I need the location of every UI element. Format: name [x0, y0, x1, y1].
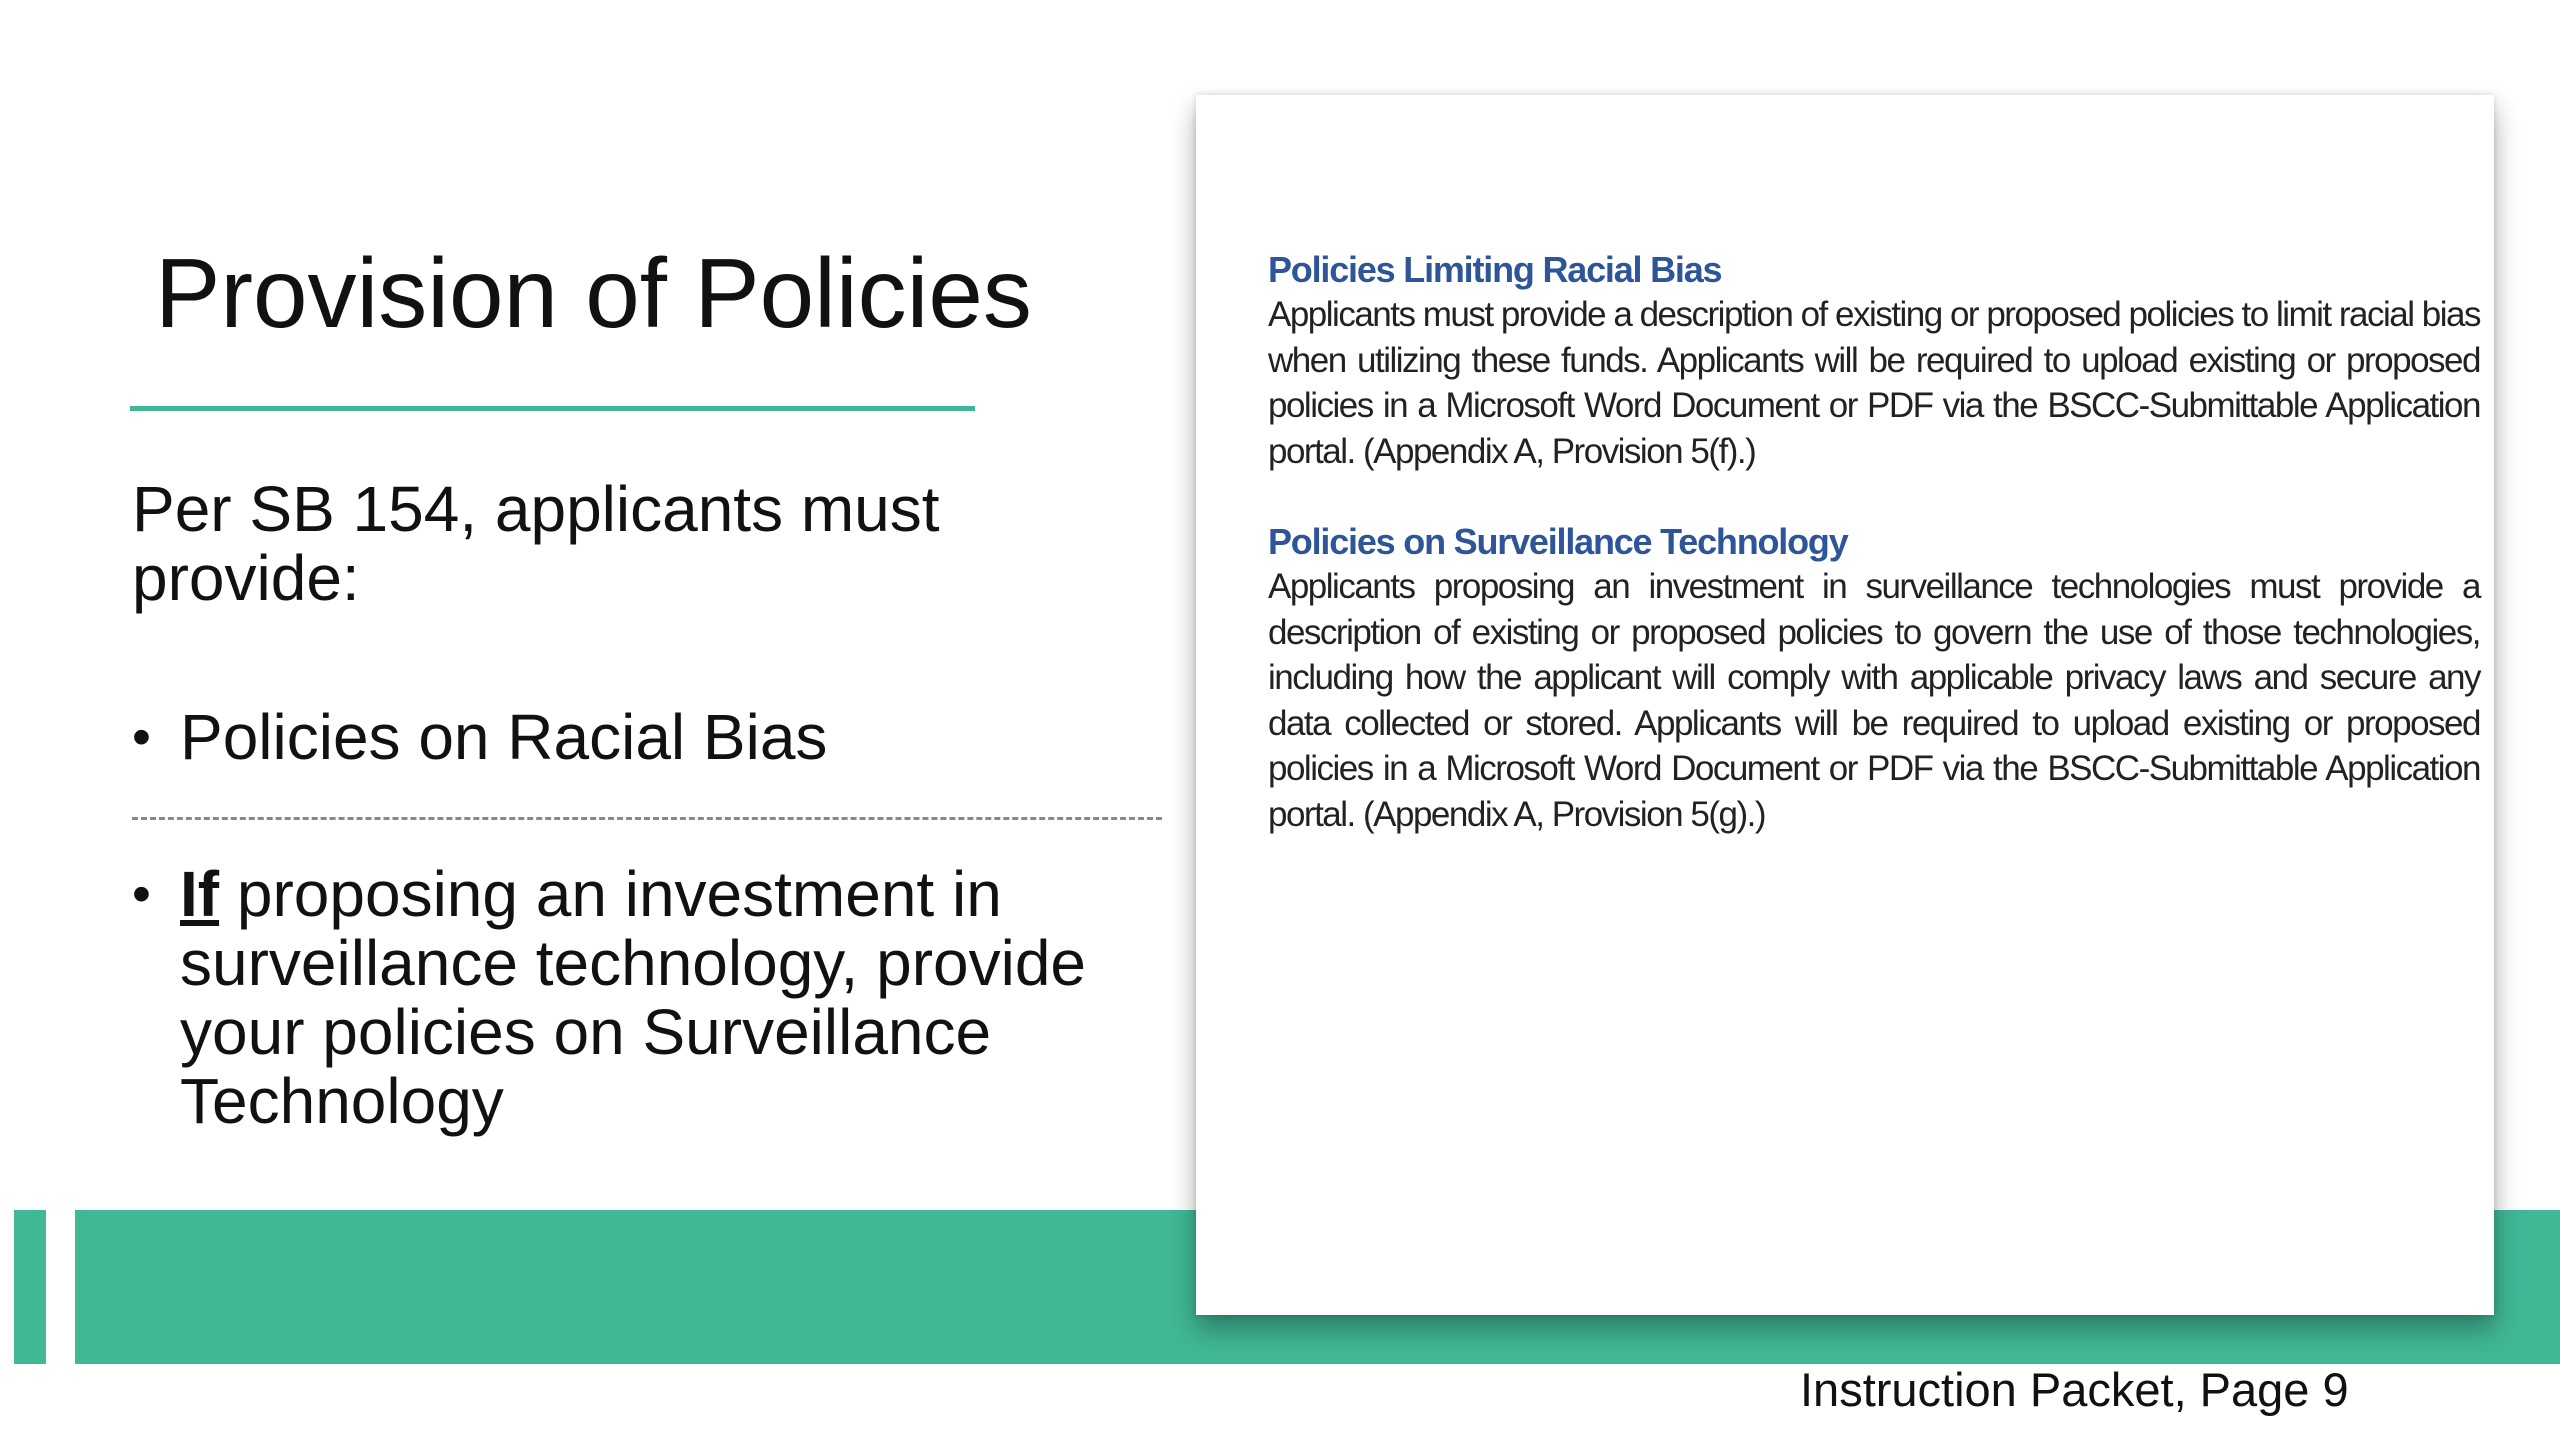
page-reference: Instruction Packet, Page 9: [1800, 1363, 2349, 1416]
bullet-text-rest: proposing an investment in surveillance technology, provide your policies on Surveillance Technology: [180, 858, 1086, 1137]
bullet-item-racial-bias: [132, 703, 1132, 772]
accent-band-thin: [14, 1210, 46, 1364]
bullet-icon: •: [132, 707, 151, 767]
bullet-text: [180, 860, 1132, 1136]
bullet-icon: •: [132, 864, 151, 924]
dashed-divider: [132, 817, 1162, 820]
excerpt-section-surveillance: [1268, 520, 2480, 837]
document-excerpt: [1196, 95, 2494, 1315]
excerpt-heading: Policies Limiting Racial Bias: [1268, 249, 1722, 290]
title-underline: [130, 406, 975, 411]
intro-text: Per SB 154, applicants must provide:: [132, 473, 940, 614]
excerpt-body: Applicants must provide a description of existing or proposed policies to limit racial bias when utilizing these funds. Applicants will be required to upload existing or proposed policies in a Microsoft Word Document or PDF via the BSCC-Submittable Application portal. (Appendix A, Provision 5(f).): [1268, 295, 2480, 471]
bullet-emphasis: If: [180, 858, 220, 930]
excerpt-section-racial-bias: [1268, 248, 2480, 474]
bullet-item-surveillance: [132, 860, 1132, 1136]
slide-title: Provision of Policies: [155, 238, 1032, 348]
excerpt-heading: Policies on Surveillance Technology: [1268, 521, 1848, 562]
excerpt-content: [1268, 248, 2480, 837]
bullet-text: Policies on Racial Bias: [180, 701, 828, 773]
excerpt-body: Applicants proposing an investment in surveillance technologies must provide a description of existing or proposed policies to govern the use of those technologies, including how the applicant will comply with applicable privacy laws and secure any data collected or stored. Applicants will be required to upload existing or proposed policies in a Microsoft Word Document or PDF via the BSCC-Submittable Application portal. (Appendix A, Provision 5(g).): [1268, 567, 2480, 834]
